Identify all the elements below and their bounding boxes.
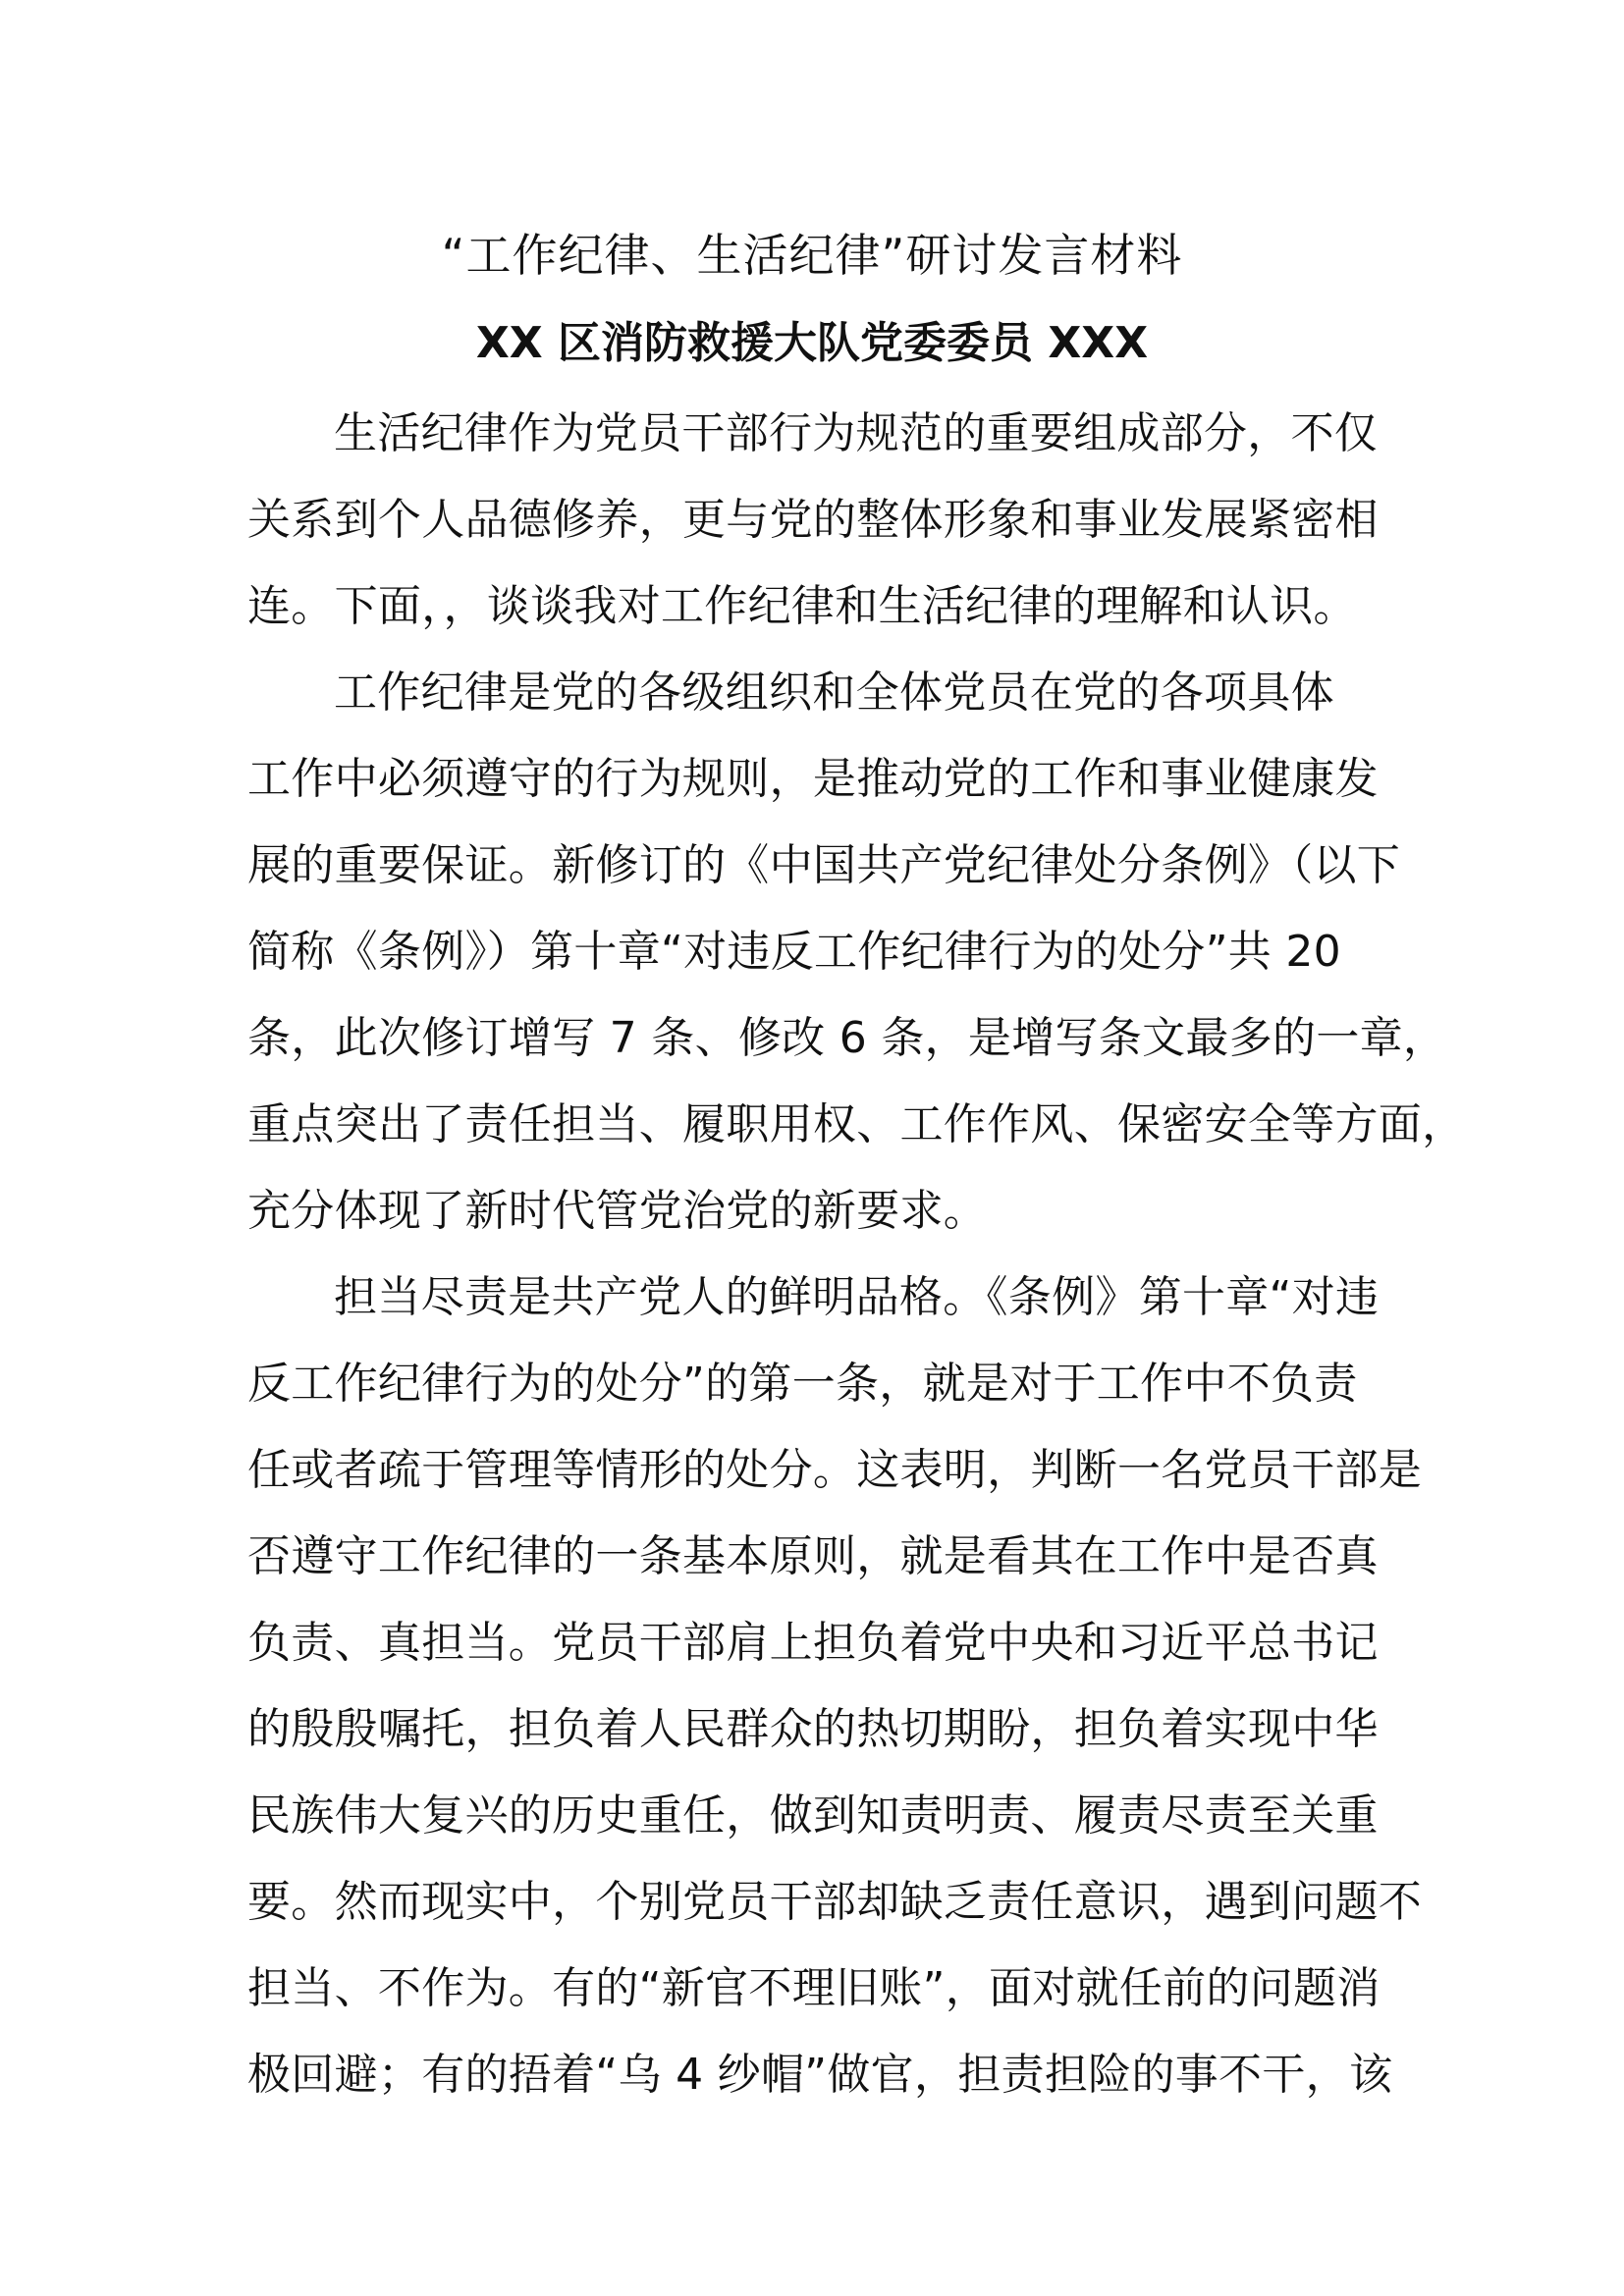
paragraph-line: 负责、真担当。党员干部肩上担负着党中央和习近平总书记 xyxy=(247,1618,1379,1668)
paragraph-line: 担当尽责是共产党人的鲜明品格。《条例》第十章“对违 xyxy=(334,1272,1380,1322)
paragraph-line: 担当、不作为。有的“新官不理旧账”，面对就任前的问题消 xyxy=(247,1963,1380,2013)
paragraph-line: 极回避；有的捂着“乌 4 纱帽”做官，担责担险的事不干，该 xyxy=(247,2050,1393,2100)
paragraph-line: 展的重要保证。新修订的《中国共产党纪律处分条例》（以下 xyxy=(247,840,1401,890)
paragraph-line: 生活纪律作为党员干部行为规范的重要组成部分，不仅 xyxy=(334,408,1379,458)
paragraph-line: 要。然而现实中，个别党员干部却缺乏责任意识，遇到问题不 xyxy=(247,1877,1423,1927)
paragraph-line: 工作纪律是党的各级组织和全体党员在党的各项具体 xyxy=(334,667,1334,718)
paragraph-line: 否遵守工作纪律的一条基本原则，就是看其在工作中是否真 xyxy=(247,1531,1379,1581)
paragraph-line: 简称《条例》）第十章“对违反工作纪律行为的处分”共 20 xyxy=(247,927,1341,977)
document-title: “工作纪律、生活纪律”研讨发言材料 xyxy=(441,229,1183,282)
paragraph-line: 反工作纪律行为的处分”的第一条，就是对于工作中不负责 xyxy=(247,1359,1358,1409)
paragraph-line: 民族伟大复兴的历史重任，做到知责明责、履责尽责至关重 xyxy=(247,1790,1379,1841)
paragraph-line: 工作中必须遵守的行为规则，是推动党的工作和事业健康发 xyxy=(247,754,1379,804)
paragraph-line: 关系到个人品德修养，更与党的整体形象和事业发展紧密相 xyxy=(247,495,1379,545)
paragraph-line: 重点突出了责任担当、履职用权、工作作风、保密安全等方面， xyxy=(247,1099,1466,1149)
paragraph-line: 条，此次修订增写 7 条、修改 6 条，是增写条文最多的一章， xyxy=(247,1013,1447,1063)
document-author: XX 区消防救援大队党委委员 XXX xyxy=(475,318,1149,368)
paragraph-line: 的殷殷嘱托，担负着人民群众的热切期盼，担负着实现中华 xyxy=(247,1704,1379,1754)
paragraph-line: 充分体现了新时代管党治党的新要求。 xyxy=(247,1186,988,1236)
document-body xyxy=(247,391,1466,2118)
paragraph-line: 任或者疏于管理等情形的处分。这表明，判断一名党员干部是 xyxy=(247,1445,1423,1495)
paragraph-line: 连。下面，，谈谈我对工作纪律和生活纪律的理解和认识。 xyxy=(247,581,1357,631)
